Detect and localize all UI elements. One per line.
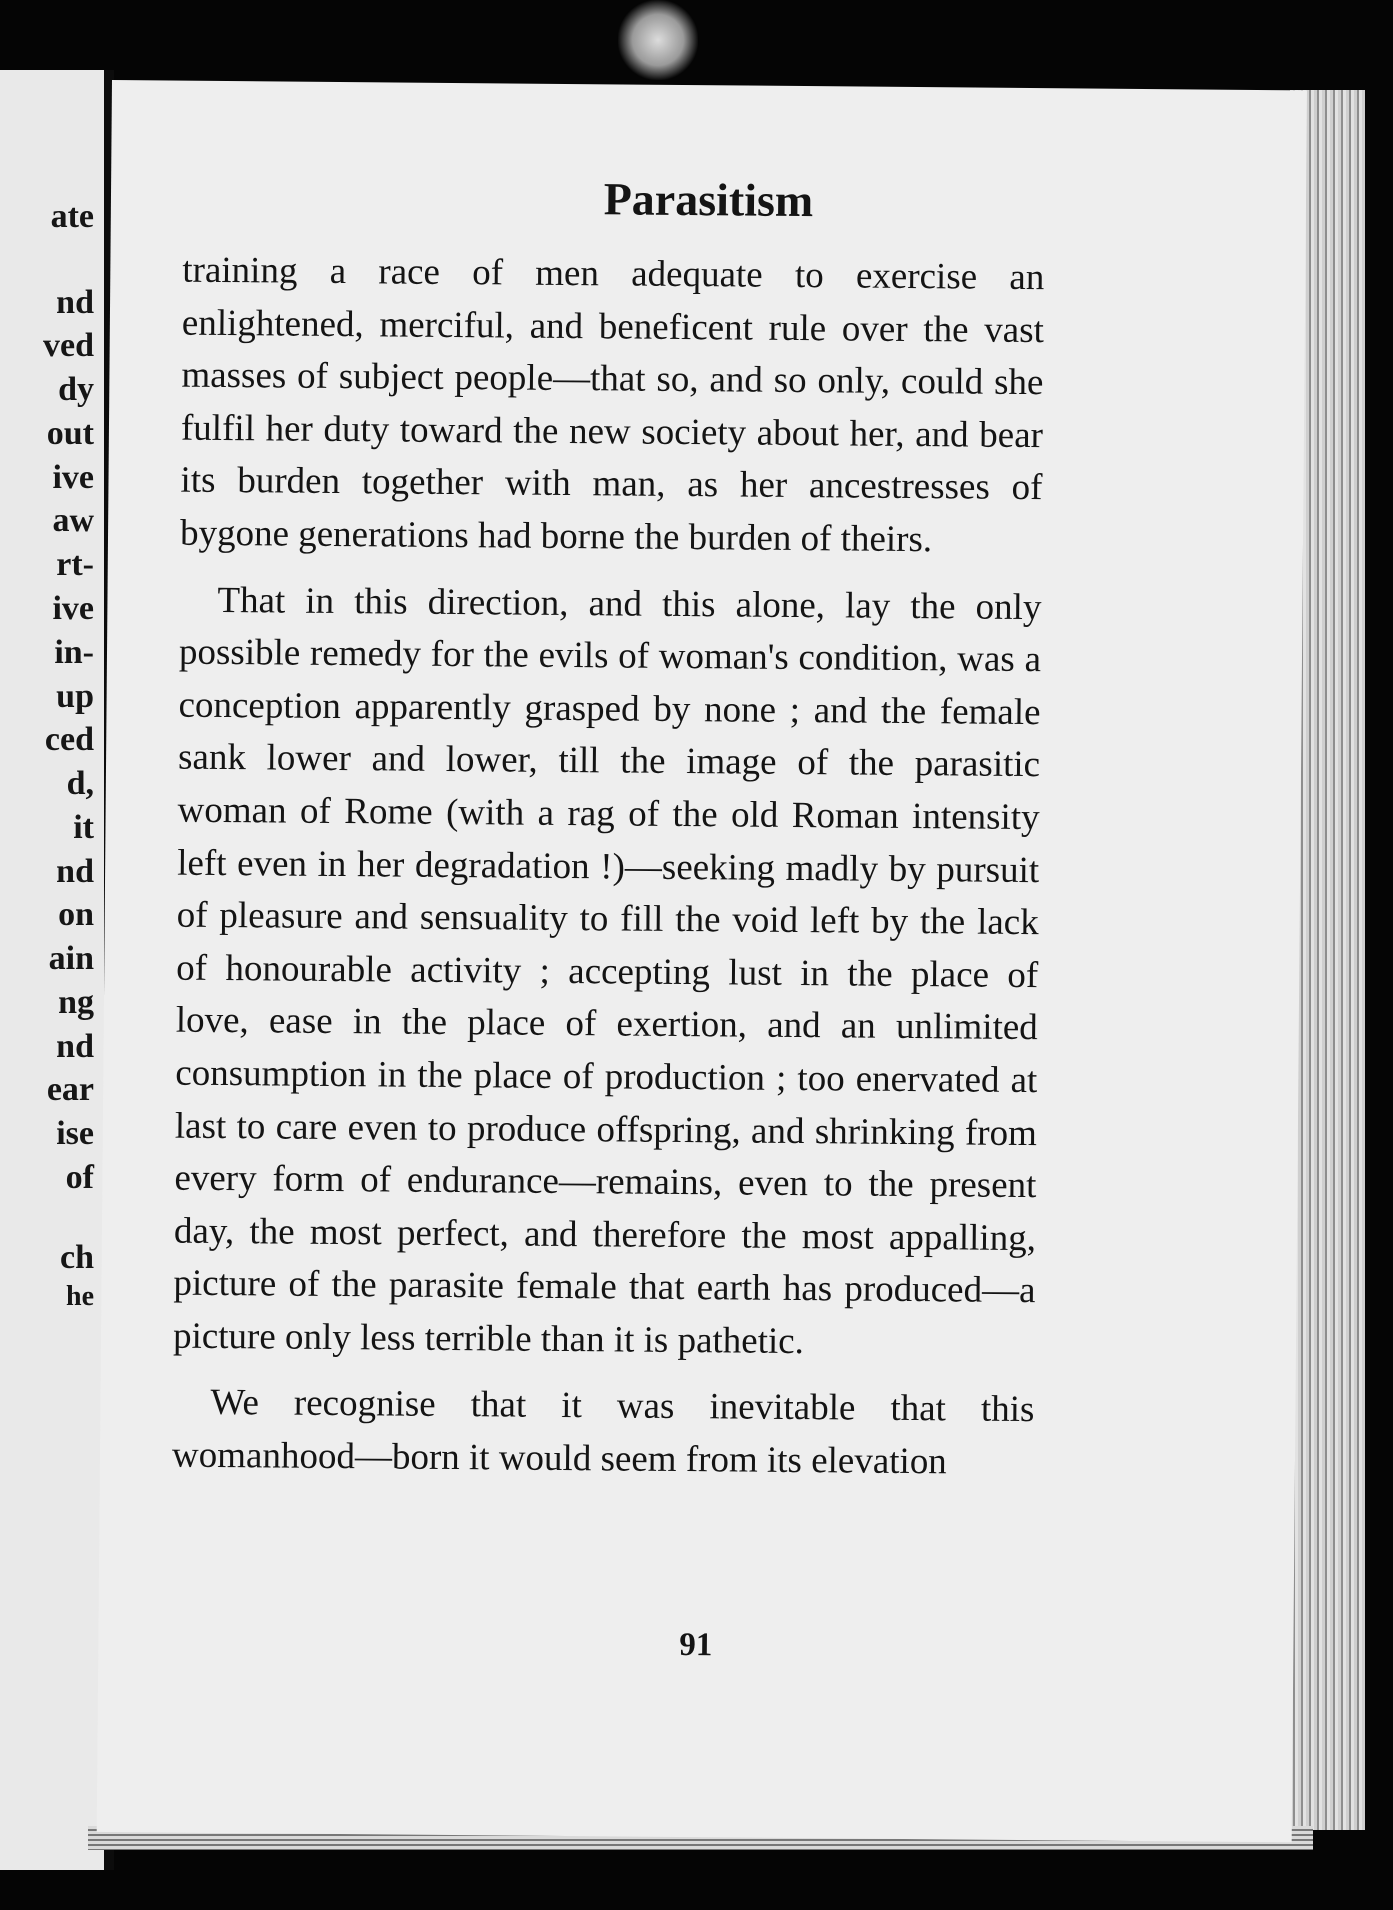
- body-text: [172, 245, 1045, 1490]
- left-line-fragment: aw: [52, 502, 94, 539]
- left-line-fragment: ive: [52, 590, 94, 627]
- left-line-fragment: ved: [43, 327, 94, 364]
- scan-blot: [618, 0, 698, 80]
- left-line-fragment: on: [58, 896, 94, 933]
- left-line-fragment: he: [66, 1281, 94, 1312]
- left-line-fragment: nd: [56, 1028, 94, 1065]
- left-line-fragment: ear: [46, 1071, 94, 1108]
- left-line-fragment: dy: [58, 371, 94, 408]
- left-line-fragment: it: [73, 809, 94, 846]
- left-page-edge: [0, 70, 108, 1870]
- paragraph: That in this direction, and this alone, lay the only possible remedy for the evils of woman's condition, was a conception apparently grasped by none ; and the female sank lower and lower, till the image of the parasitic woman of Rome (with a rag of the old Roman intensity left even in her degradation !)—seeking madly by pursuit of pleasure and sensuality to fill the void left by the lack of honourable activity ; accepting lust in the place of love, ease in the place of exertion, and an unlimited consumption in the place of production ; too enervated at last to care even to produce offspring, and shrinking from every form of endurance—remains, even to the present day, the most perfect, and therefore the most appalling, picture of the parasite female that earth has produced—a picture only less terrible than it is pathetic.: [172, 579, 1042, 1362]
- right-page: [97, 80, 1307, 1842]
- paragraph: We recognise that it was inevitable that this womanhood—born it would seem from its elevation: [171, 1382, 1035, 1483]
- left-line-fragment: in-: [54, 634, 94, 671]
- left-line-fragment: out: [46, 415, 94, 452]
- page-number: 91: [679, 1627, 713, 1664]
- left-line-fragment: ced: [44, 721, 94, 758]
- left-line-fragment: ain: [48, 940, 94, 977]
- left-line-fragment: nd: [56, 853, 94, 890]
- left-line-fragment: ive: [52, 459, 94, 496]
- left-line-fragment: rt-: [56, 546, 94, 583]
- left-line-fragment: d,: [66, 765, 94, 802]
- left-page-fragments: [0, 70, 108, 1870]
- left-line-fragment: of: [65, 1159, 94, 1196]
- left-line-fragment: ch: [60, 1239, 94, 1276]
- paragraph: training a race of men adequate to exercise an enlightened, merciful, and beneficent rule over the vast masses of subject people—that so, and so only, could she fulfil her duty toward the new society about her, and bear its burden together with man, as her ancestresses of bygone generations had borne the burden of theirs.: [179, 249, 1045, 561]
- left-line-fragment: ise: [56, 1115, 94, 1152]
- left-line-fragment: nd: [56, 284, 94, 321]
- running-head: Parasitism: [603, 173, 814, 227]
- left-line-fragment: ng: [58, 984, 94, 1021]
- left-line-fragment: up: [56, 678, 94, 715]
- left-line-fragment: ate: [50, 198, 94, 235]
